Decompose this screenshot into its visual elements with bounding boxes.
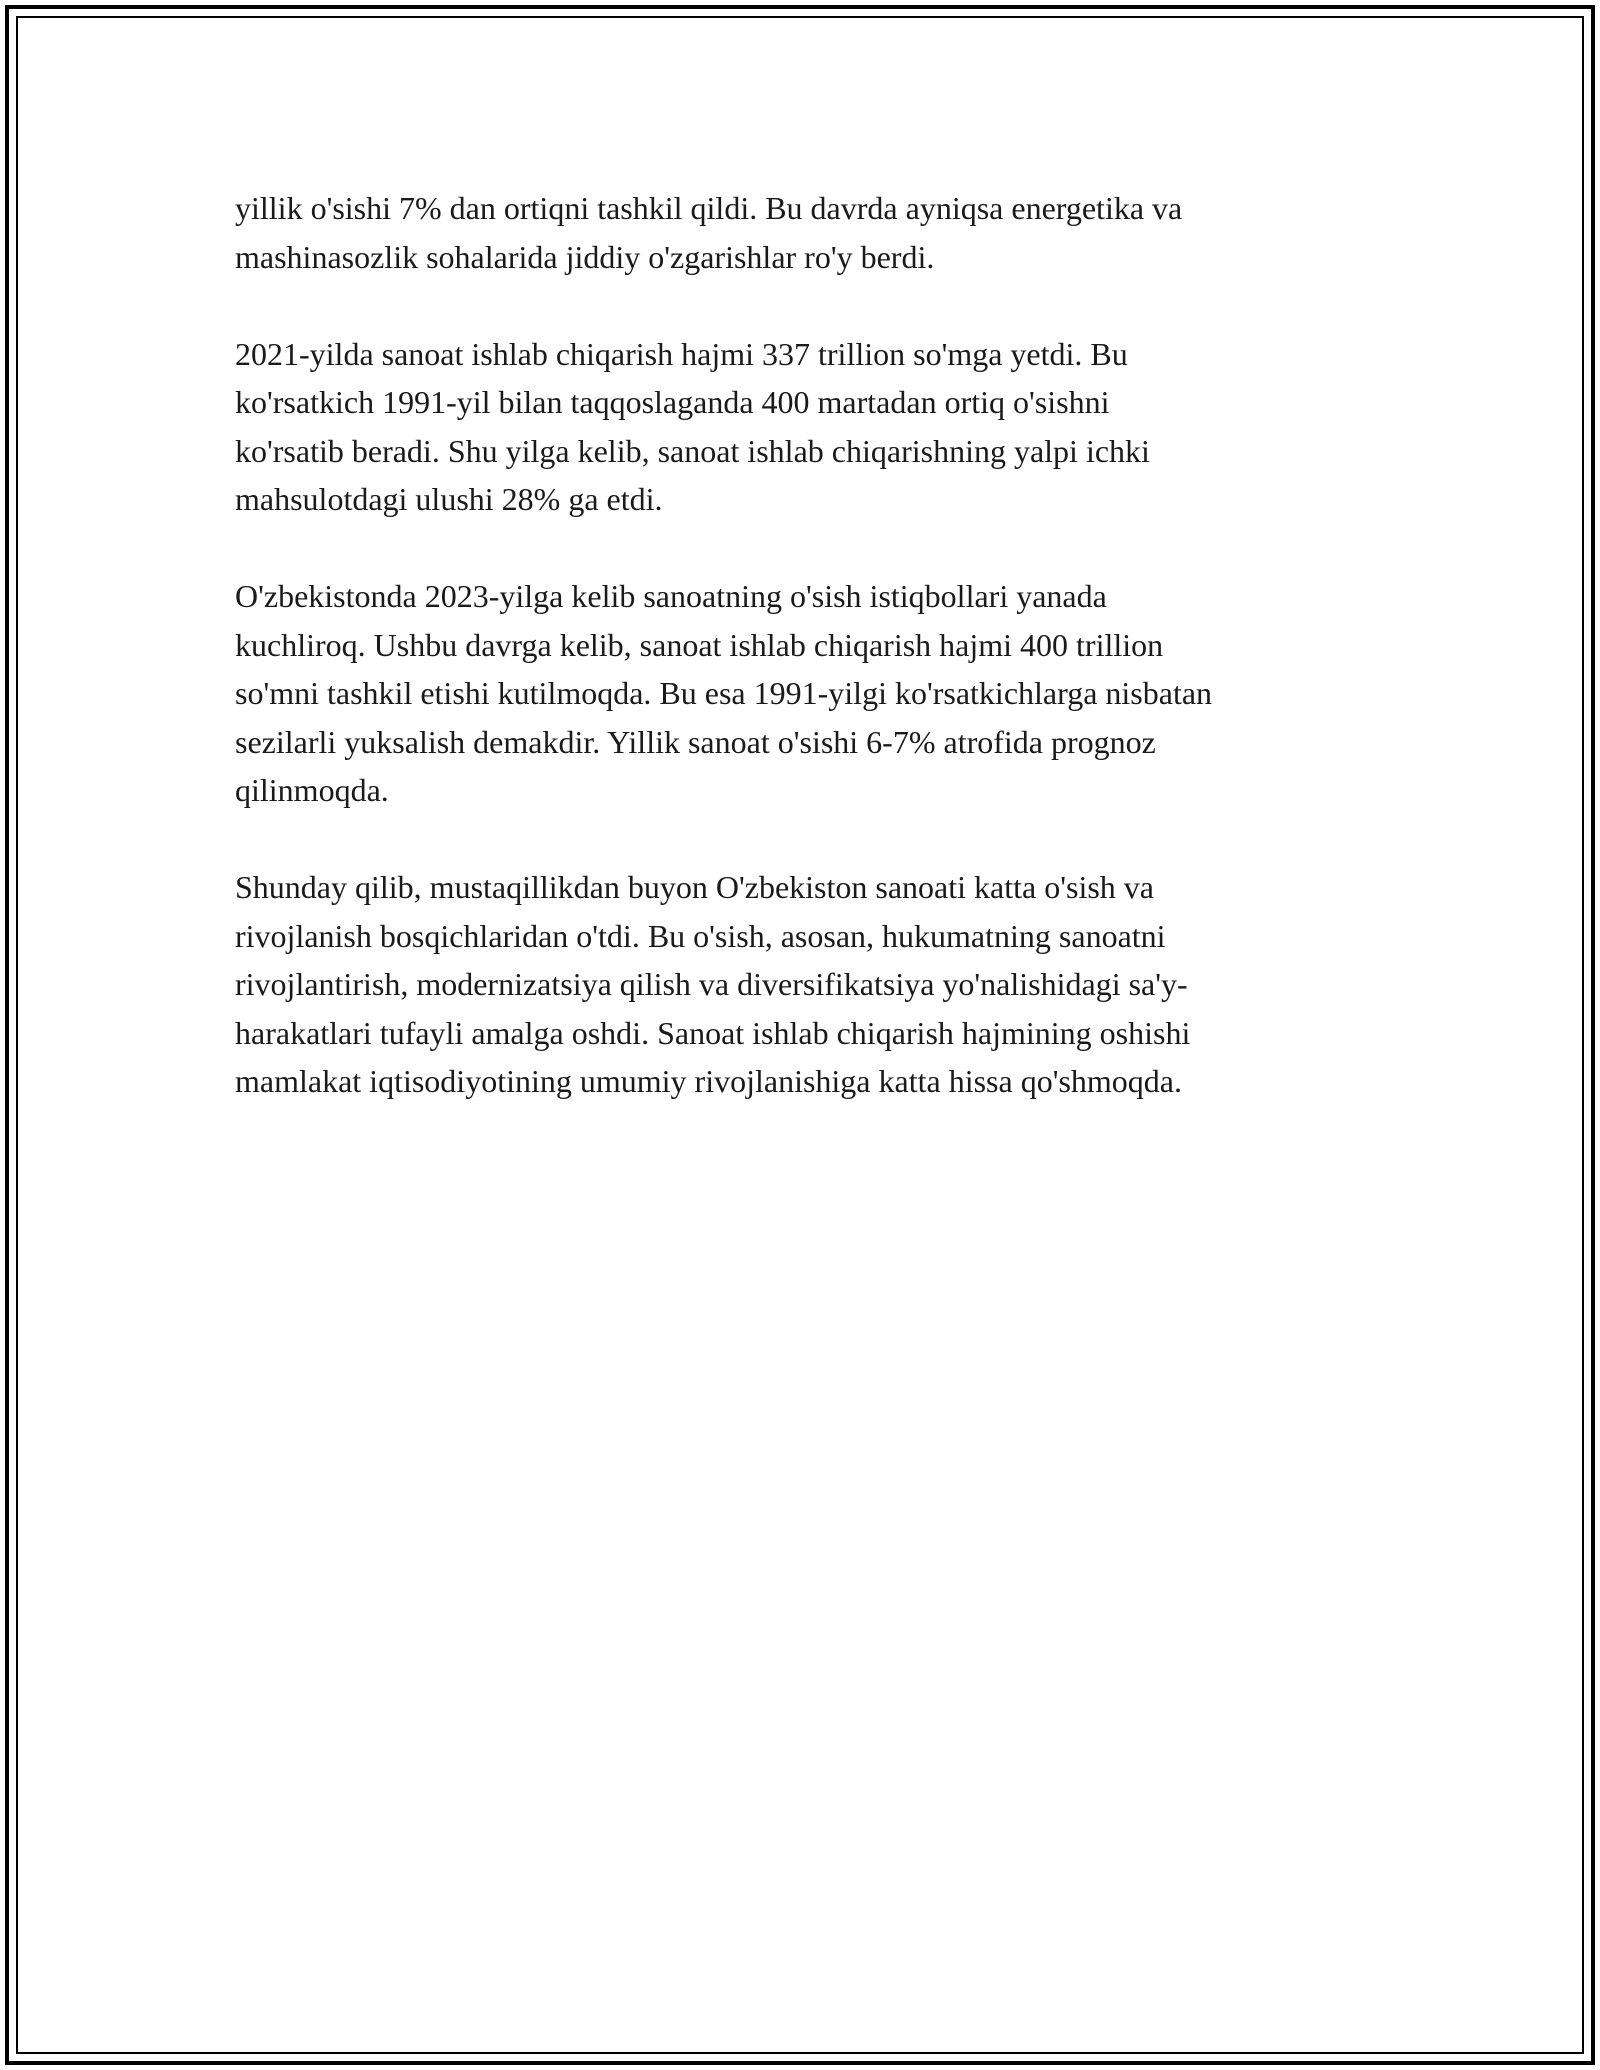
text-line: 2021-yilda sanoat ishlab chiqarish hajmi 337 trillion so'mga yetdi. Bu (235, 335, 1128, 372)
text-line: mamlakat iqtisodiyotining umumiy rivojlanishiga katta hissa qo'shmoqda. (235, 1063, 1182, 1099)
paragraph-2021-output (235, 330, 1375, 524)
paragraph-industrial-growth (235, 184, 1375, 281)
document-body (235, 184, 1375, 1154)
text-line: rivojlantirish, modernizatsiya qilish va diversifikatsiya yo'nalishidagi sa'y- (235, 966, 1188, 1002)
text-line: O'zbekistonda 2023-yilga kelib sanoatning o'sish istiqbollari yanada (235, 578, 1107, 614)
text-line: harakatlari tufayli amalga oshdi. Sanoat ishlab chiqarish hajmining oshishi (235, 1014, 1191, 1051)
text-line: so'mni tashkil etishi kutilmoqda. Bu esa 1991-yilgi ko'rsatkichlarga nisbatan (235, 675, 1213, 711)
paragraph-2023-outlook (235, 572, 1375, 815)
text-line: Shunday qilib, mustaqillikdan buyon O'zbekiston sanoati katta o'sish va (235, 869, 1154, 905)
text-line: kuchliroq. Ushbu davrga kelib, sanoat ishlab chiqarish hajmi 400 trillion (235, 626, 1164, 663)
text-line: mahsulotdagi ulushi 28% ga etdi. (235, 481, 663, 517)
text-line: qilinmoqda. (235, 772, 389, 808)
text-line: sezilarli yuksalish demakdir. Yillik sanoat o'sishi 6-7% atrofida prognoz (235, 723, 1156, 760)
text-line: ko'rsatkich 1991-yil bilan taqqoslaganda 400 martadan ortiq o'sishni (235, 384, 1110, 420)
text-line: yillik o'sishi 7% dan ortiqni tashkil qildi. Bu davrda ayniqsa energetika va (235, 190, 1183, 226)
text-line: ko'rsatib beradi. Shu yilga kelib, sanoat ishlab chiqarishning yalpi ichki (235, 432, 1150, 469)
paragraph-conclusion (235, 863, 1375, 1106)
text-line: mashinasozlik sohalarida jiddiy o'zgarishlar ro'y berdi. (235, 238, 935, 275)
text-line: rivojlanish bosqichlaridan o'tdi. Bu o'sish, asosan, hukumatning sanoatni (235, 917, 1166, 954)
